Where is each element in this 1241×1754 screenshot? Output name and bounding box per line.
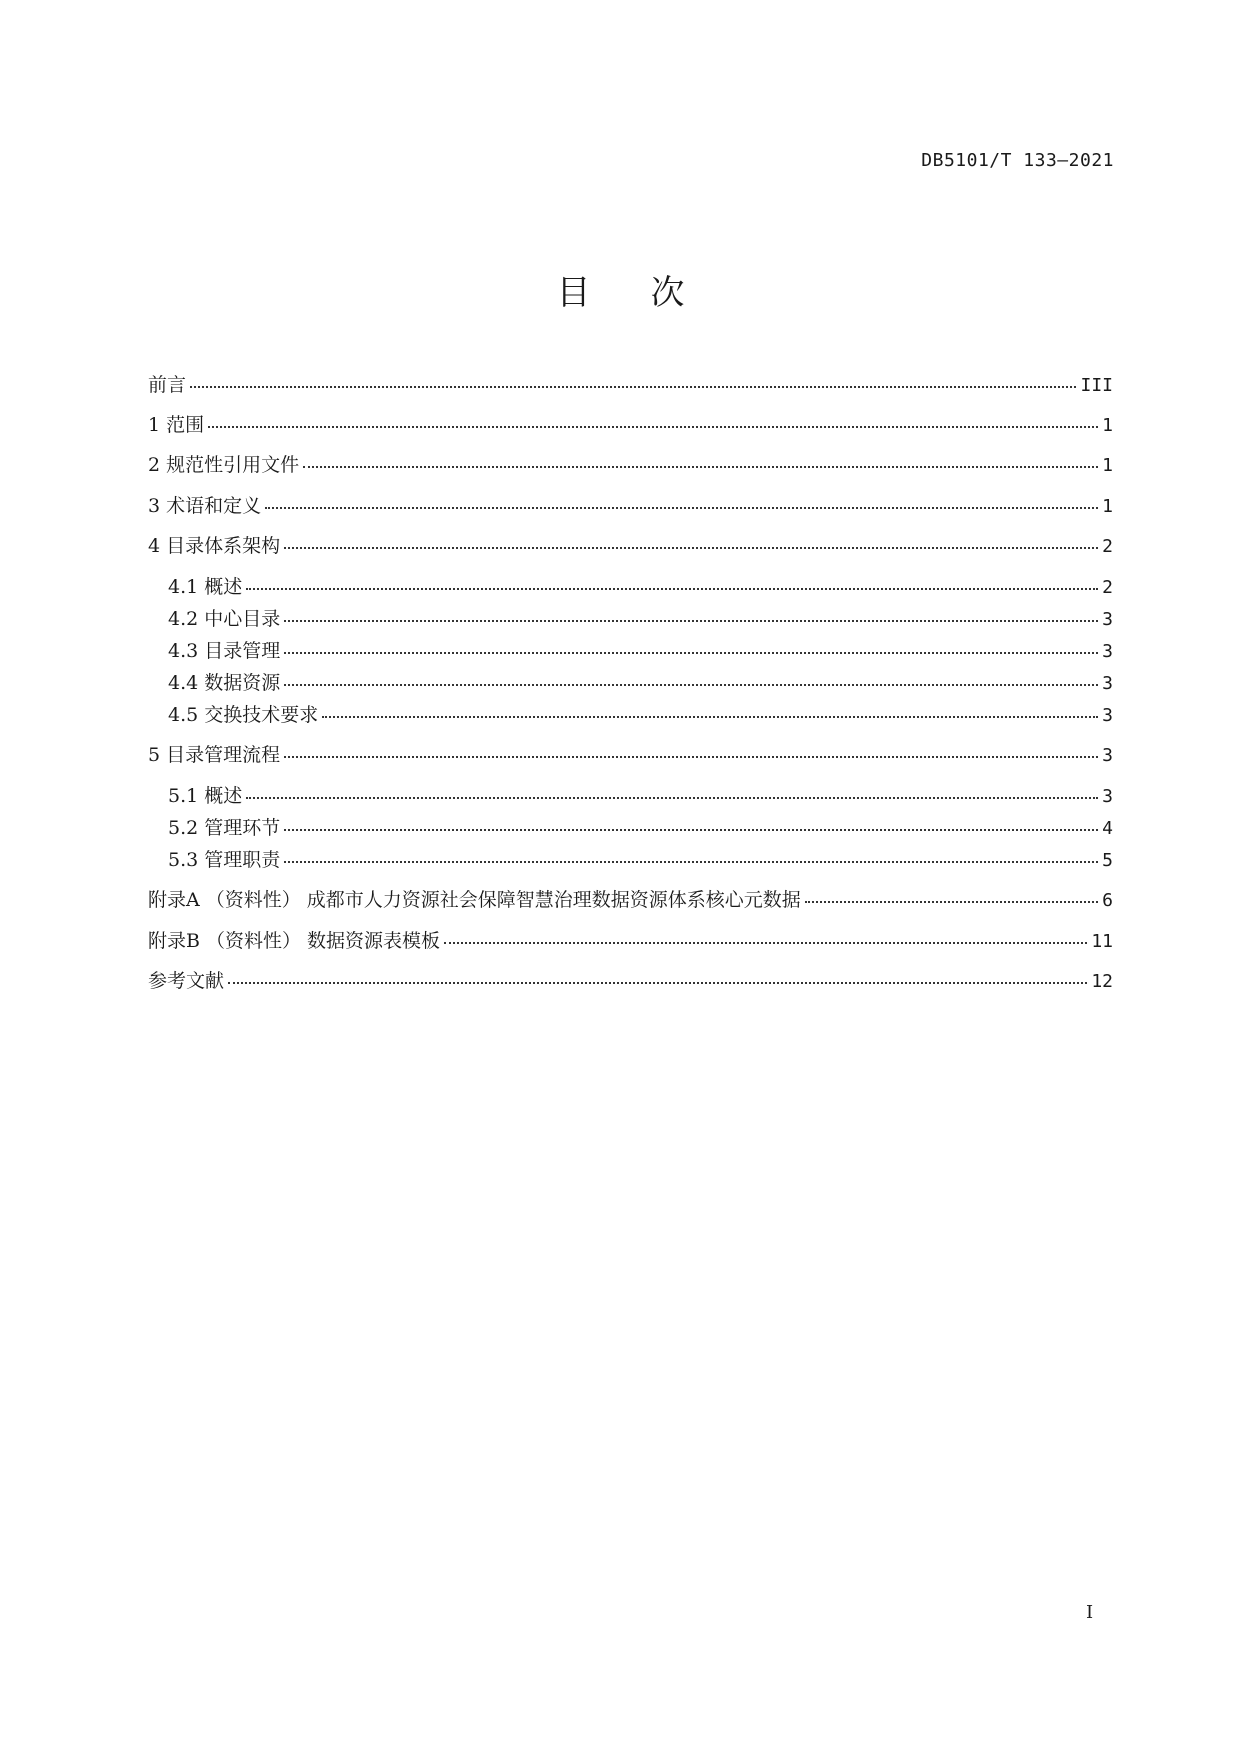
toc-entry-page: 3 (1102, 745, 1113, 766)
toc-entry-page: 1 (1102, 415, 1113, 436)
toc-entry-page: 3 (1102, 609, 1113, 630)
toc-entry-5-2[interactable] (168, 819, 1113, 838)
toc-entry-label: 4.5 交换技术要求 (168, 704, 319, 726)
toc-leader-dots (246, 797, 1098, 799)
toc-entry-1[interactable] (148, 416, 1113, 435)
toc-entry-page: 5 (1102, 850, 1113, 871)
toc-entry-4-2[interactable] (168, 610, 1113, 629)
toc-entry-3[interactable] (148, 497, 1113, 516)
toc-leader-dots (190, 386, 1076, 388)
toc-entry-label: 4.1 概述 (168, 576, 243, 598)
toc-entry-4-5[interactable] (168, 706, 1113, 725)
toc-title-part1: 目 (556, 273, 591, 313)
toc-entry-label: 4.4 数据资源 (168, 672, 281, 694)
toc-entry-4-1[interactable] (168, 578, 1113, 597)
toc-entry-label: 参考文献 (148, 970, 225, 992)
toc-entry-page: 3 (1102, 705, 1113, 726)
toc-entry-4-4[interactable] (168, 674, 1113, 693)
toc-entry-5-3[interactable] (168, 851, 1113, 870)
toc-entry-label: 1 范围 (148, 414, 205, 436)
toc-entry-page: 4 (1102, 818, 1113, 839)
toc-entry-page: 3 (1102, 641, 1113, 662)
toc-leader-dots (246, 588, 1098, 590)
toc-entry-label: 4 目录体系架构 (148, 535, 281, 557)
toc-entry-page: 12 (1091, 971, 1113, 992)
toc-leader-dots (284, 547, 1098, 549)
toc-leader-dots (284, 861, 1098, 863)
toc-entry-label: 3 术语和定义 (148, 495, 262, 517)
toc-entry-page: 3 (1102, 673, 1113, 694)
page-number: I (1086, 1602, 1094, 1623)
toc-entry-page: 1 (1102, 455, 1113, 476)
toc-entry-page: 2 (1102, 536, 1113, 557)
toc-entry-5[interactable] (148, 746, 1113, 765)
toc-entry-label: 5.1 概述 (168, 785, 243, 807)
toc-leader-dots (284, 756, 1098, 758)
toc-leader-dots (444, 942, 1087, 944)
toc-entry-4-3[interactable] (168, 642, 1113, 661)
toc-entry-references[interactable] (148, 972, 1113, 991)
toc-entry-label: 4.2 中心目录 (168, 608, 281, 630)
toc-entry-label: 附录B （资料性） 数据资源表模板 (148, 930, 441, 952)
toc-title (0, 265, 1241, 314)
toc-entry-page: 3 (1102, 786, 1113, 807)
toc-entry-page: III (1080, 375, 1113, 396)
toc-entry-page: 6 (1102, 890, 1113, 911)
toc-leader-dots (228, 982, 1087, 984)
toc-leader-dots (284, 652, 1098, 654)
toc-leader-dots (208, 426, 1098, 428)
toc-entry-label: 附录A （资料性） 成都市人力资源社会保障智慧治理数据资源体系核心元数据 (148, 889, 801, 911)
document-code: DB5101/T 133—2021 (921, 150, 1114, 171)
toc-entry-appendix-b[interactable] (148, 932, 1113, 951)
toc-entry-page: 1 (1102, 496, 1113, 517)
toc-entry-page: 2 (1102, 577, 1113, 598)
toc-entry-appendix-a[interactable] (148, 891, 1113, 910)
toc-leader-dots (805, 901, 1098, 903)
toc-leader-dots (284, 829, 1098, 831)
toc-entry-label: 2 规范性引用文件 (148, 454, 300, 476)
toc-entry-label: 5.3 管理职责 (168, 849, 281, 871)
toc-entry-4[interactable] (148, 537, 1113, 556)
toc-leader-dots (322, 716, 1098, 718)
toc-leader-dots (284, 620, 1098, 622)
toc-title-part2: 次 (650, 273, 685, 313)
toc-entry-label: 5 目录管理流程 (148, 744, 281, 766)
toc-entry-5-1[interactable] (168, 787, 1113, 806)
toc-leader-dots (284, 684, 1098, 686)
toc-entry-label: 5.2 管理环节 (168, 817, 281, 839)
toc-entry-label: 前言 (148, 374, 187, 396)
toc-entry-foreword[interactable] (148, 376, 1113, 395)
toc-entry-2[interactable] (148, 456, 1113, 475)
toc-leader-dots (265, 507, 1098, 509)
toc-leader-dots (303, 466, 1098, 468)
toc-entry-label: 4.3 目录管理 (168, 640, 281, 662)
toc-entry-page: 11 (1091, 931, 1113, 952)
